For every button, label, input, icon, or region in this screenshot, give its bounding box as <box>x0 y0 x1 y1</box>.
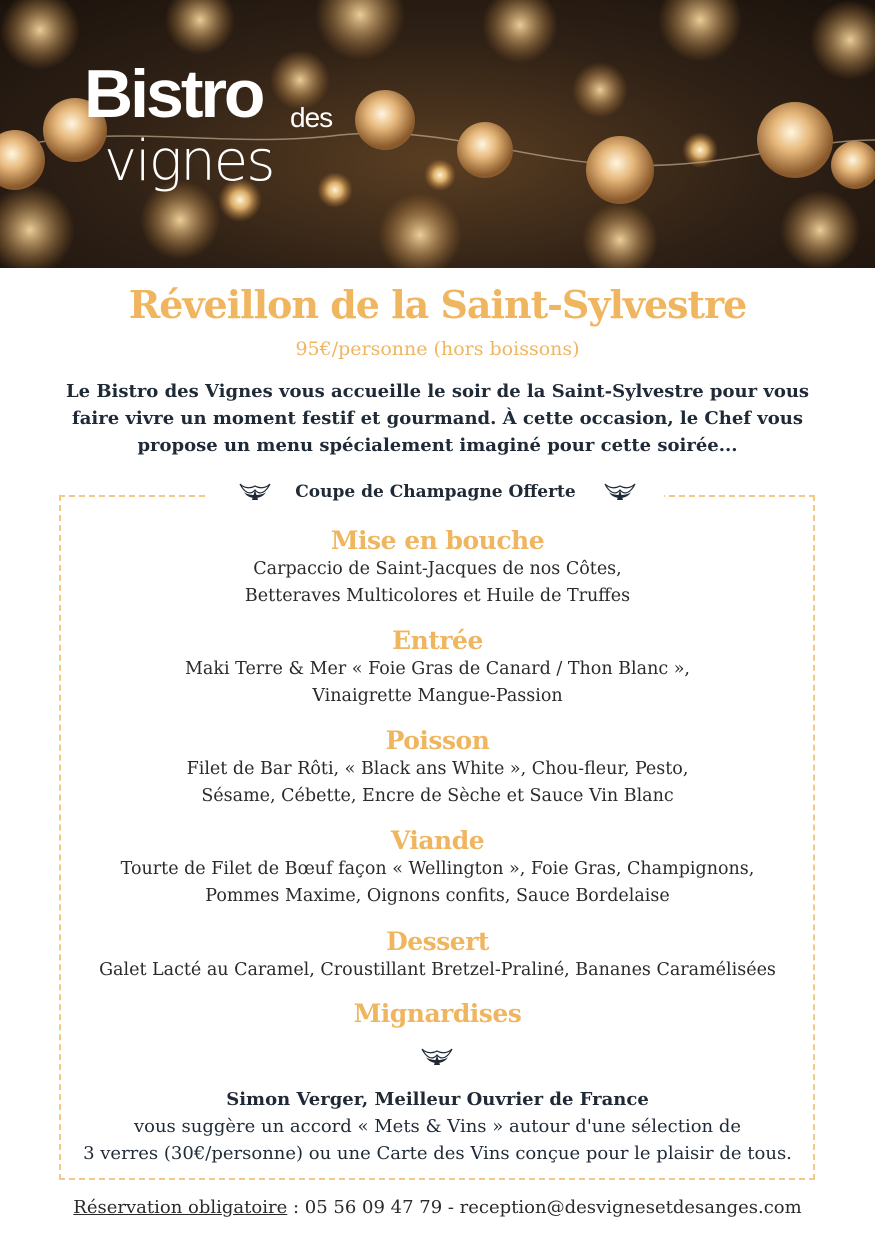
section-line: Carpaccio de Saint-Jacques de nos Côtes, <box>253 559 622 579</box>
section-line: Sésame, Cébette, Encre de Sèche et Sauce Vin Blanc <box>201 786 674 806</box>
section-line: Betteraves Multicolores et Huile de Truffes <box>244 586 631 606</box>
section-line: Maki Terre & Mer « Foie Gras de Canard / Thon Blanc », <box>185 659 690 679</box>
section-line: Vinaigrette Mangue-Passion <box>312 686 563 706</box>
intro-text: Le Bistro des Vignes vous accueille le soir de la Saint-Sylvestre pour vous faire vivre un moment festif et gourmand. À cette occasion, le Chef vous propose un menu spécialement imaginé pour cette soirée... <box>65 381 810 456</box>
section-line: Filet de Bar Rôti, « Black ans White », Chou-fleur, Pesto, <box>186 759 689 779</box>
champagne-banner <box>207 478 664 508</box>
menu-section <box>60 526 815 610</box>
menu-section <box>60 726 815 810</box>
page-title: Réveillon de la Saint-Sylvestre <box>128 282 747 327</box>
section-title: Entrée <box>392 626 483 655</box>
menu-section <box>60 927 815 984</box>
logo-word-des: des <box>290 102 333 133</box>
champagne-offer: Coupe de Champagne Offerte <box>295 482 576 502</box>
wings-icon <box>603 480 637 504</box>
pairing-line: 3 verres (30€/personne) ou une Carte des Vins conçue pour le plaisir de tous. <box>83 1143 792 1164</box>
menu-section <box>60 626 815 710</box>
menu-section <box>60 826 815 910</box>
reservation-label: Réservation obligatoire <box>73 1197 288 1218</box>
section-title: Dessert <box>386 927 489 956</box>
menu-section <box>60 999 815 1029</box>
section-title: Poisson <box>385 726 490 755</box>
header-banner <box>0 0 875 268</box>
section-title: Mignardises <box>353 999 522 1028</box>
logo-word-bistro: Bistro <box>84 56 263 132</box>
pairing-line: vous suggère un accord « Mets & Vins » autour d'une sélection de <box>133 1116 742 1137</box>
section-title: Mise en bouche <box>330 526 545 555</box>
footer-contact <box>0 1197 875 1218</box>
sommelier-name: Simon Verger, Meilleur Ouvrier de France <box>226 1089 649 1110</box>
contact-info: : 05 56 09 47 79 - reception@desvignesetdesanges.com <box>287 1197 802 1218</box>
section-line: Pommes Maxime, Oignons confits, Sauce Bordelaise <box>205 886 670 906</box>
section-line: Galet Lacté au Caramel, Croustillant Bretzel-Praliné, Bananes Caramélisées <box>99 960 776 980</box>
wings-icon <box>420 1045 454 1069</box>
section-title: Viande <box>390 826 485 855</box>
price: 95€/personne (hors boissons) <box>295 338 580 360</box>
wine-pairing-note <box>60 1086 815 1167</box>
logo-word-vignes: vignes <box>104 129 274 194</box>
section-line: Tourte de Filet de Bœuf façon « Wellington », Foie Gras, Champignons, <box>120 859 755 879</box>
